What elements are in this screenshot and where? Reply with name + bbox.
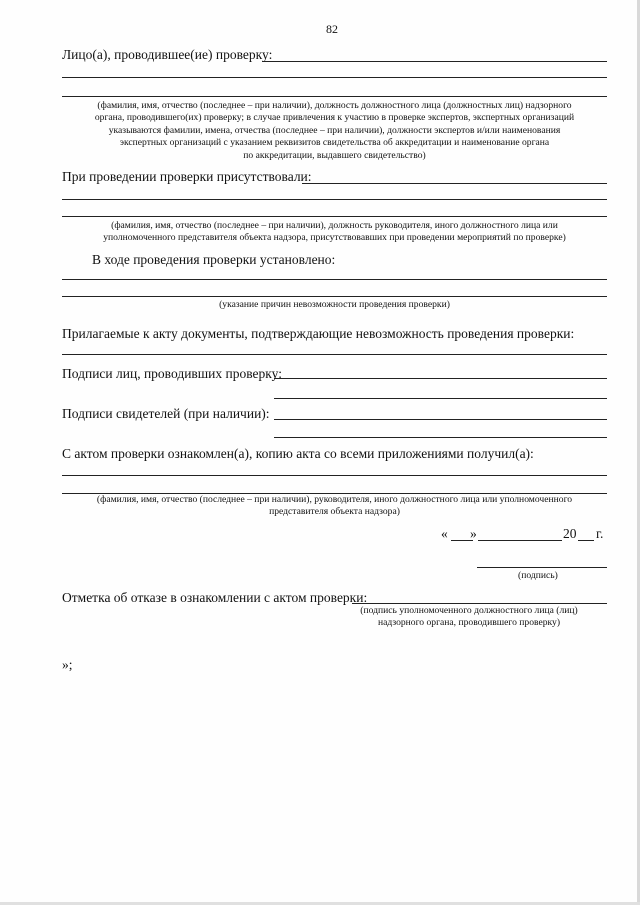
acknowledgement-note-line: (фамилия, имя, отчество (последнее – при наличии), руководителя, иного должностного лица или уполномоченного [96, 494, 573, 505]
refusal-note-line: надзорного органа, проводившего проверку) [377, 617, 561, 629]
refusal-note-line: (подпись уполномоченного должностного лица (лиц) [360, 605, 578, 616]
acknowledgement-field-line[interactable] [62, 475, 607, 476]
inspector-signatures-label: Подписи лиц, проводивших проверку: [62, 366, 282, 381]
findings-note: (указание причин невозможности проведения проверки) [219, 299, 450, 310]
date-open-quote: « [441, 526, 448, 541]
inspector-field-line-2[interactable] [62, 77, 607, 78]
inspector-label: Лицо(а), проводившее(ие) проверку: [62, 47, 273, 62]
attachments-label: Прилагаемые к акту документы, подтверждающие невозможность проведения проверки: [62, 326, 575, 341]
refusal-note [346, 605, 592, 630]
witness-signature-line-2[interactable] [274, 437, 607, 438]
findings-field-line-2[interactable] [62, 296, 607, 297]
witness-signature-line[interactable] [274, 419, 607, 420]
inspector-note-line: по аккредитации, выдавшего свидетельство) [243, 149, 426, 161]
acknowledgement-label: С актом проверки ознакомлен(а), копию акта со всеми приложениями получил(а): [62, 446, 534, 461]
date-year-field[interactable] [578, 540, 594, 541]
refusal-field-line[interactable] [352, 603, 607, 604]
signature-note: (подпись) [518, 570, 558, 581]
inspector-field-line[interactable] [262, 61, 607, 62]
refusal-label: Отметка об отказе в ознакомлении с актом проверки: [62, 590, 368, 605]
inspector-note-line: органа, проводившего(их) проверку; в случае привлечения к участию в проверке экспертов, экспертных организаций [94, 112, 575, 124]
inspector-signature-line-2[interactable] [274, 398, 607, 399]
date-year-suffix: г. [596, 526, 604, 541]
acknowledgement-note [62, 494, 607, 519]
findings-label: В ходе проведения проверки установлено: [92, 252, 336, 267]
present-label: При проведении проверки присутствовали: [62, 169, 312, 184]
closing-mark: »; [62, 657, 73, 672]
date-close-quote: » [470, 526, 477, 541]
page-number: 82 [326, 22, 338, 36]
signature-line[interactable] [477, 567, 607, 568]
present-note-line: (фамилия, имя, отчество (последнее – при наличии), должность руководителя, иного должностного лица или [111, 220, 558, 231]
inspector-note [62, 100, 607, 162]
present-field-line[interactable] [302, 183, 607, 184]
findings-field-line[interactable] [62, 279, 607, 280]
witness-signatures-label: Подписи свидетелей (при наличии): [62, 406, 270, 421]
inspector-note-line: указываются фамилии, имена, отчества (последнее – при наличии), должности экспертов и/или наименования [108, 124, 561, 136]
present-note-line: уполномоченного представителя объекта надзора, присутствовавших при проведении мероприятий по проверке) [103, 232, 566, 244]
acknowledgement-note-line: представителя объекта надзора) [269, 506, 400, 518]
date-year-prefix: 20 [563, 526, 577, 541]
attachments-field-line[interactable] [62, 354, 607, 355]
inspector-note-line: экспертных организаций с указанием реквизитов свидетельства об аккредитации и наименование органа [119, 137, 550, 149]
inspector-note-line: (фамилия, имя, отчество (последнее – при наличии), должность должностного лица (должностных лиц) надзорного [97, 100, 572, 111]
present-note [62, 220, 607, 245]
present-field-line-3[interactable] [62, 216, 607, 217]
inspector-signature-line[interactable] [274, 378, 607, 379]
date-month-field[interactable] [478, 540, 562, 541]
present-field-line-2[interactable] [62, 199, 607, 200]
inspector-field-line-3[interactable] [62, 96, 607, 97]
